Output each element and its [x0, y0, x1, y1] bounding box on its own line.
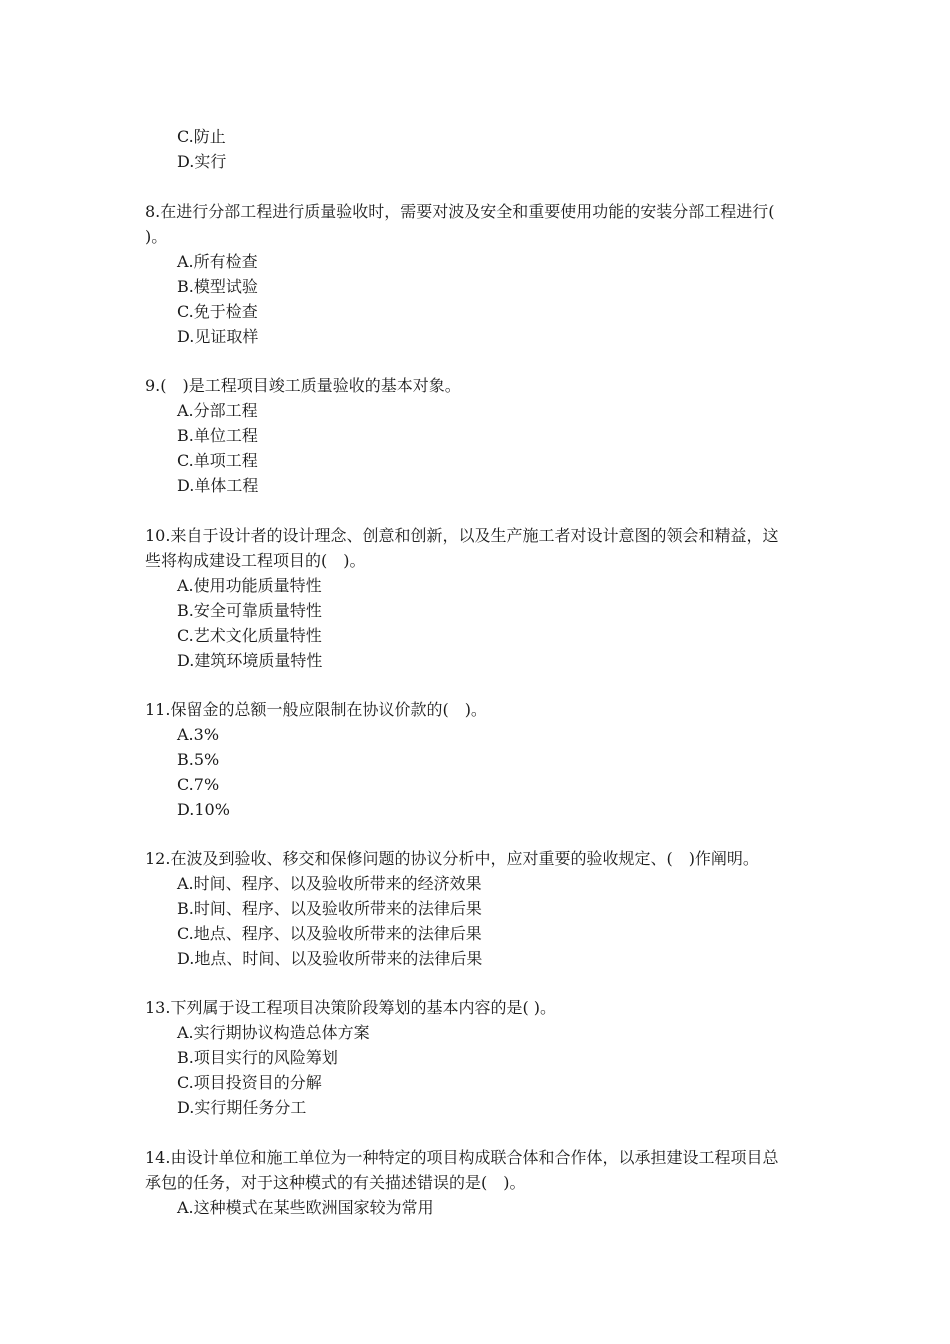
question-stem: 8.在进行分部工程进行质量验收时，需要对波及安全和重要使用功能的安装分部工程进行( — [145, 202, 775, 221]
option-text: B.模型试验 — [177, 277, 258, 296]
option-text: A.时间、程序、以及验收所带来的经济效果 — [177, 874, 482, 893]
option-text: B.安全可靠质量特性 — [177, 601, 322, 620]
option-text: C.防止 — [177, 127, 226, 146]
question-stem: 14.由设计单位和施工单位为一种特定的项目构成联合体和合作体，以承担建设工程项目总 — [145, 1148, 779, 1167]
option-text: A.分部工程 — [177, 401, 258, 420]
option-text: B.项目实行的风险筹划 — [177, 1048, 338, 1067]
option-text: D.见证取样 — [177, 327, 259, 346]
option-text: B.5% — [177, 750, 220, 769]
option-text: C.7% — [177, 775, 220, 794]
option-text: D.实行期任务分工 — [177, 1098, 307, 1117]
option-text: B.时间、程序、以及验收所带来的法律后果 — [177, 899, 482, 918]
option-text: D.10% — [177, 800, 230, 819]
option-text: C.免于检查 — [177, 302, 258, 321]
option-text: B.单位工程 — [177, 426, 258, 445]
question-stem: 11.保留金的总额一般应限制在协议价款的( )。 — [145, 700, 487, 719]
option-text: D.建筑环境质量特性 — [177, 651, 323, 670]
question-stem: 13.下列属于设工程项目决策阶段筹划的基本内容的是( )。 — [145, 998, 557, 1017]
option-text: A.这种模式在某些欧洲国家较为常用 — [177, 1198, 434, 1217]
option-text: D.地点、时间、以及验收所带来的法律后果 — [177, 949, 483, 968]
option-text: A.实行期协议构造总体方案 — [177, 1023, 370, 1042]
option-text: A.使用功能质量特性 — [177, 576, 322, 595]
option-text: C.单项工程 — [177, 451, 258, 470]
option-text: C.地点、程序、以及验收所带来的法律后果 — [177, 924, 482, 943]
option-text: D.单体工程 — [177, 476, 259, 495]
option-text: C.项目投资目的分解 — [177, 1073, 322, 1092]
option-text: A.所有检查 — [177, 252, 258, 271]
question-stem: 10.来自于设计者的设计理念、创意和创新，以及生产施工者对设计意图的领会和精益，这 — [145, 526, 779, 545]
option-text: A.3% — [177, 725, 220, 744]
question-stem: 9.( )是工程项目竣工质量验收的基本对象。 — [145, 376, 461, 395]
option-text: C.艺术文化质量特性 — [177, 626, 322, 645]
question-stem: 12.在波及到验收、移交和保修问题的协议分析中，应对重要的验收规定、( )作阐明。 — [145, 849, 759, 868]
question-stem: )。 — [145, 227, 168, 246]
question-stem: 些将构成建设工程项目的( )。 — [145, 551, 366, 570]
question-stem: 承包的任务，对于这种模式的有关描述错误的是( )。 — [145, 1173, 526, 1192]
option-text: D.实行 — [177, 152, 227, 171]
